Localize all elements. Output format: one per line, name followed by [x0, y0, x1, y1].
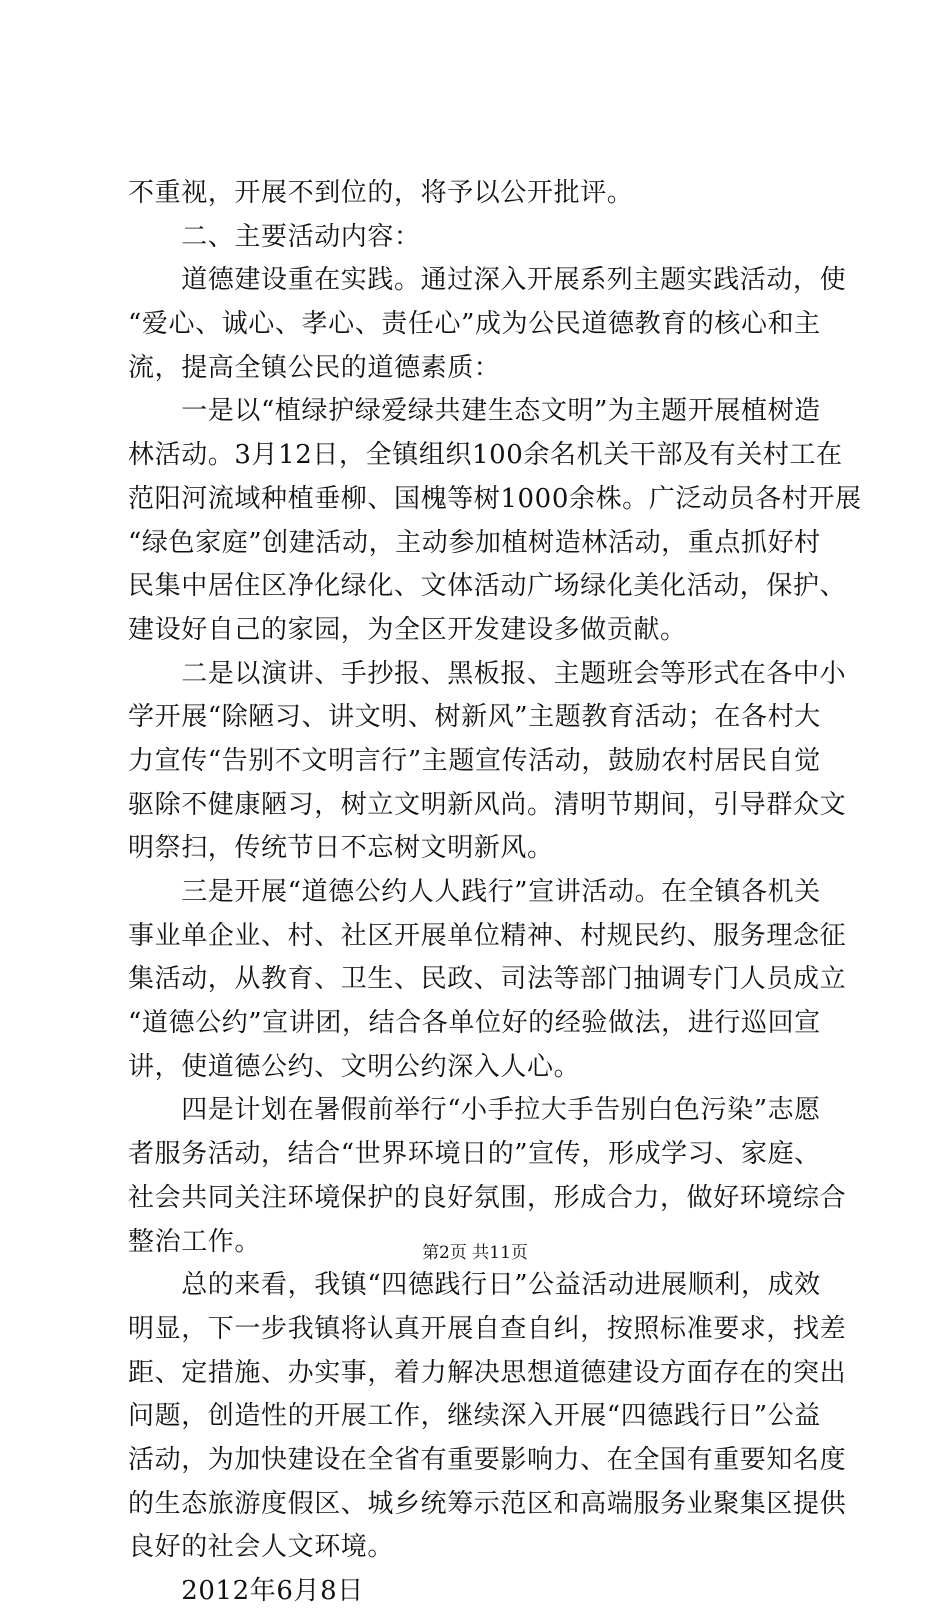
- text-line: 明显，下一步我镇将认真开展自查自纠，按照标准要求，找差: [128, 1313, 847, 1344]
- text-line: 距、定措施、办实事，着力解决思想道德建设方面存在的突出: [128, 1357, 847, 1388]
- text-line: 集活动，从教育、卫生、民政、司法等部门抽调专门人员成立: [128, 964, 847, 995]
- text-line: 不重视，开展不到位的，将予以公开批评。: [128, 178, 634, 208]
- document-date: 2012年6月8日: [128, 1576, 364, 1606]
- text-line: 学开展“除陋习、讲文明、树新风”主题教育活动；在各村大: [128, 702, 821, 733]
- text-line: 明祭扫，传统节日不忘树文明新风。: [128, 833, 554, 864]
- text-line: 四是计划在暑假前举行“小手拉大手告别白色污染”志愿: [128, 1095, 821, 1126]
- text-line: 活动，为加快建设在全省有重要影响力、在全国有重要知名度: [128, 1444, 847, 1475]
- text-line: 力宣传“告别不文明言行”主题宣传活动，鼓励农村居民自觉: [128, 745, 821, 776]
- text-line: 道德建设重在实践。通过深入开展系列主题实践活动，使: [128, 265, 847, 296]
- text-line: 事业单企业、村、社区开展单位精神、村规民约、服务理念征: [128, 920, 847, 951]
- text-line: 总的来看，我镇“四德践行日”公益活动进展顺利，成效: [128, 1270, 821, 1301]
- text-line: “道德公约”宣讲团，结合各单位好的经验做法，进行巡回宣: [128, 1008, 821, 1039]
- document-body: [128, 172, 862, 1614]
- text-line: 流，提高全镇公民的道德素质：: [128, 352, 501, 383]
- text-line: 讲，使道德公约、文明公约深入人心。: [128, 1051, 581, 1082]
- text-line: 良好的社会人文环境。: [128, 1532, 395, 1563]
- text-line: “绿色家庭”创建活动，主动参加植树造林活动，重点抓好村: [128, 527, 821, 558]
- text-line: 的生态旅游度假区、城乡统筹示范区和高端服务业聚集区提供: [128, 1488, 847, 1519]
- text-line: “爱心、诚心、孝心、责任心”成为公民道德教育的核心和主: [128, 309, 821, 340]
- text-line: 社会共同关注环境保护的良好氛围，形成合力，做好环境综合: [128, 1182, 847, 1213]
- page-footer: [0, 1241, 950, 1265]
- text-line: 三是开展“道德公约人人践行”宣讲活动。在全镇各机关: [128, 877, 821, 907]
- text-line: 建设好自己的家园，为全区开发建设多做贡献。: [128, 614, 687, 645]
- section-heading: 二、主要活动内容：: [128, 221, 421, 252]
- text-line: 林活动。3月12日，全镇组织100余名机关干部及有关村工在: [128, 440, 843, 471]
- text-line: 一是以“植绿护绿爱绿共建生态文明”为主题开展植树造: [128, 396, 821, 427]
- page-number-label: 第2页 共11页: [422, 1243, 528, 1263]
- text-line: 范阳河流域种植垂柳、国槐等树1000余株。广泛动员各村开展: [128, 483, 862, 514]
- text-line: 问题，创造性的开展工作，继续深入开展“四德践行日”公益: [128, 1401, 821, 1432]
- text-line: 民集中居住区净化绿化、文体活动广场绿化美化活动，保护、: [128, 571, 847, 602]
- text-line: 者服务活动，结合“世界环境日的”宣传，形成学习、家庭、: [128, 1139, 821, 1170]
- text-line: 驱除不健康陋习，树立文明新风尚。清明节期间，引导群众文: [128, 789, 847, 820]
- text-line: 二是以演讲、手抄报、黑板报、主题班会等形式在各中小: [128, 658, 847, 689]
- text-line: 整治工作。: [128, 1226, 262, 1257]
